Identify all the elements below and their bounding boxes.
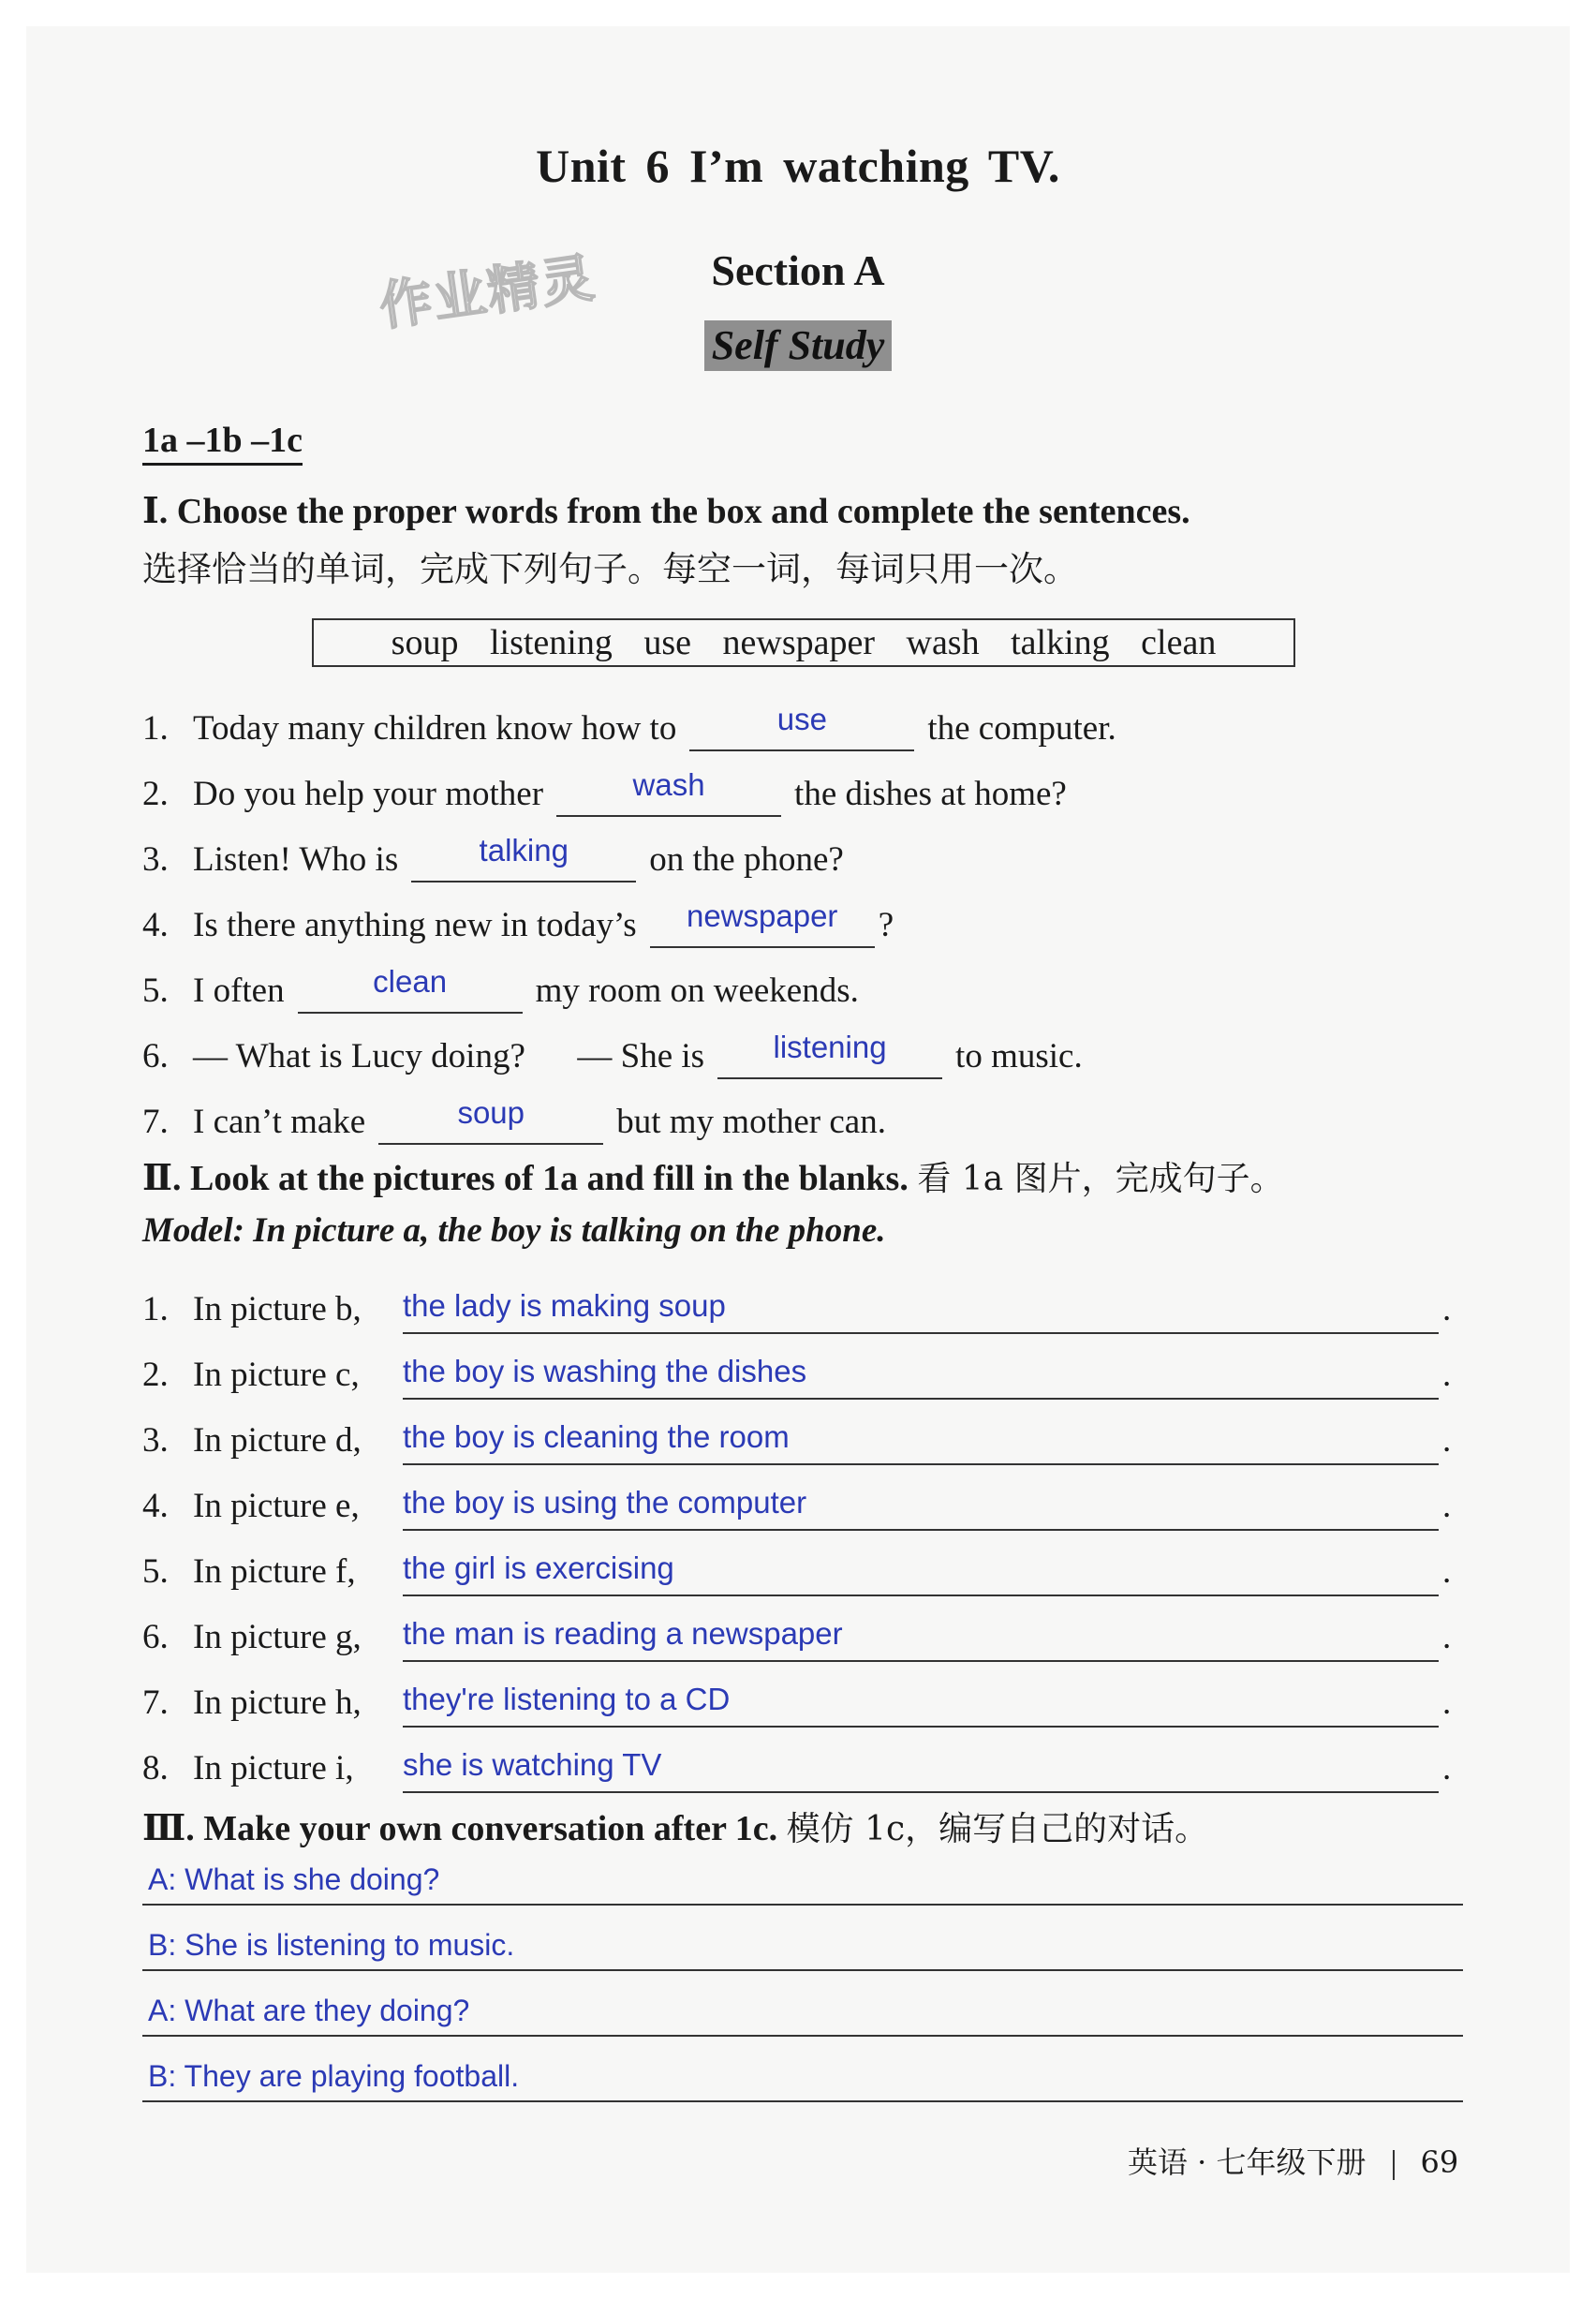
answer-text: clean (373, 964, 448, 999)
answer-text: use (776, 702, 827, 736)
picture-item: 1. In picture b, (142, 1290, 362, 1328)
answer-line[interactable] (403, 1354, 1439, 1400)
question: 3. Listen! Who is talking on the phone? (142, 838, 844, 883)
picture-item: 2. In picture c, (142, 1356, 360, 1394)
answer-line[interactable] (403, 1682, 1439, 1728)
page-number: 69 (1420, 2144, 1459, 2180)
answer-blank[interactable] (650, 898, 875, 948)
model-sentence: Model: In picture a, the boy is talking on the phone. (142, 1211, 886, 1250)
answer-blank[interactable] (689, 702, 914, 751)
watermark-logo: 作业精灵 (376, 247, 600, 338)
answer-text: wash (632, 767, 705, 802)
answer-line[interactable] (403, 1288, 1439, 1334)
footer-divider (1393, 2150, 1395, 2180)
conversation-line[interactable] (142, 2059, 1463, 2102)
box-word: listening (489, 623, 613, 662)
answer-blank[interactable] (717, 1030, 942, 1079)
conversation-line[interactable] (142, 1862, 1463, 1906)
box-word: soup (391, 623, 459, 662)
answer-blank[interactable] (378, 1095, 603, 1145)
conversation-text: B: They are playing football. (148, 2059, 520, 2093)
answer-text: the boy is using the computer (403, 1485, 807, 1520)
conversation-text: A: What are they doing? (148, 1994, 470, 2027)
answer-text: they're listening to a CD (403, 1682, 731, 1716)
box-word: clean (1141, 623, 1217, 662)
book-title: 英语 · 七年级下册 (1128, 2144, 1367, 2180)
part1-heading: Ⅰ. Choose the proper words from the box and complete the sentences. (142, 492, 1190, 531)
conversation-text: A: What is she doing? (148, 1862, 440, 1896)
question: 7. I can’t make soup but my mother can. (142, 1100, 886, 1145)
answer-text: the lady is making soup (403, 1288, 726, 1323)
box-word: use (643, 623, 692, 662)
picture-item: 4. In picture e, (142, 1487, 360, 1525)
conversation-line[interactable] (142, 1928, 1463, 1971)
part1-instruction: 选择恰当的单词，完成下列句子。每空一词，每词只用一次。 (142, 549, 1078, 589)
box-word: wash (906, 623, 980, 662)
answer-blank[interactable] (298, 964, 523, 1014)
question: 6. — What is Lucy doing? — She is listening to music. (142, 1034, 1083, 1079)
box-word: talking (1011, 623, 1110, 662)
answer-text: the man is reading a newspaper (403, 1616, 843, 1651)
answer-text: the boy is cleaning the room (403, 1419, 790, 1454)
part-label: 1a –1b –1c (142, 420, 303, 466)
answer-blank[interactable] (556, 767, 781, 817)
question: 2. Do you help your mother wash the dishes at home? (142, 772, 1067, 817)
picture-item: 3. In picture d, (142, 1421, 362, 1460)
unit-title: Unit 6 I’m watching TV. (536, 140, 1060, 192)
answer-text: the boy is washing the dishes (403, 1354, 807, 1388)
self-study-label: Self Study (704, 320, 893, 371)
answer-blank[interactable] (411, 833, 636, 883)
answer-line[interactable] (403, 1419, 1439, 1465)
conversation-line[interactable] (142, 1994, 1463, 2037)
conversation-text: B: She is listening to music. (148, 1928, 515, 1962)
answer-text: soup (457, 1095, 525, 1130)
section-heading: Section A (711, 246, 885, 294)
question: 1. Today many children know how to use the computer. (142, 706, 1116, 751)
part2-heading: Ⅱ. Look at the pictures of 1a and fill in the blanks. 看 1a 图片，完成句子。 (142, 1159, 1284, 1198)
answer-line[interactable] (403, 1550, 1439, 1596)
answer-text: talking (479, 833, 569, 868)
answer-text: newspaper (686, 898, 838, 933)
picture-item: 5. In picture f, (142, 1552, 356, 1591)
picture-item: 6. In picture g, (142, 1618, 362, 1656)
box-word: newspaper (722, 623, 875, 662)
picture-item: 8. In picture i, (142, 1749, 354, 1787)
question: 4. Is there anything new in today’s newspaper ? (142, 903, 894, 948)
question: 5. I often clean my room on weekends. (142, 969, 859, 1014)
answer-text: listening (773, 1030, 887, 1064)
answer-line[interactable] (403, 1485, 1439, 1531)
word-box (312, 618, 1295, 667)
page-footer (1128, 2143, 1458, 2181)
answer-line[interactable] (403, 1616, 1439, 1662)
answer-text: the girl is exercising (403, 1550, 674, 1585)
self-study-banner (0, 320, 1596, 371)
part3-heading: Ⅲ. Make your own conversation after 1c. 模仿 1c，编写自己的对话。 (142, 1809, 1209, 1848)
picture-item: 7. In picture h, (142, 1683, 362, 1722)
answer-line[interactable] (403, 1747, 1439, 1793)
answer-text: she is watching TV (403, 1747, 662, 1782)
